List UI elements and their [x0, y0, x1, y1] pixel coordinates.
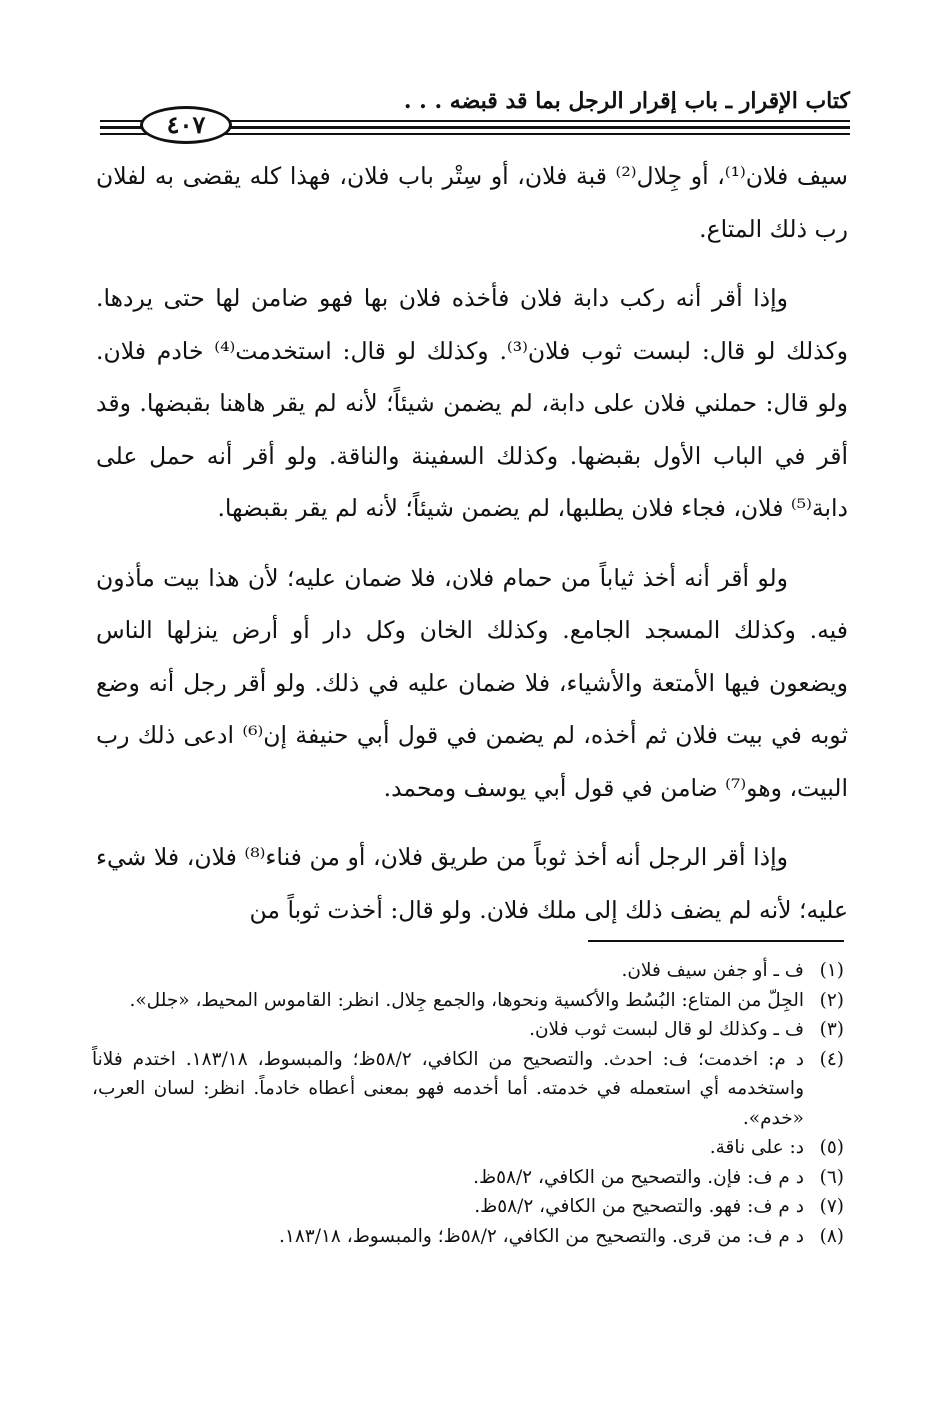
paragraph: وإذا أقر أنه ركب دابة فلان فأخذه فلان بها فهو ضامن لها حتى يردها. وكذلك لو قال: لبست ثوب فلان⁽³⁾. وكذلك لو قال: استخدمت⁽⁴⁾ خادم فلان. ولو قال: حملني فلان على دابة، لم يضمن شيئاً؛ لأنه لم يقر هاهنا بقبضها. وقد أقر في الباب الأول بقبضها. وكذلك السفينة والناقة. ولو أقر أنه حمل على دابة⁽⁵⁾ فلان، فجاء فلان يطلبها، لم يضمن شيئاً؛ لأنه لم يقر بقبضها. [96, 284, 848, 522]
footnote-separator [588, 940, 844, 942]
footnote [92, 986, 844, 1016]
page-number: ٤٠٧ [140, 106, 232, 144]
footnote-number: (١) [819, 960, 844, 981]
footnote-text: الجِلّ من المتاع: البُسُط والأكسية ونحوها، والجمع جِلال. انظر: القاموس المحيط، «جلل». [129, 989, 804, 1011]
footnote [92, 1222, 844, 1252]
footnote-text: ف ـ أو جفن سيف فلان. [621, 960, 804, 981]
footnote [92, 1192, 844, 1222]
footnote-text: د م ف: فهو. والتصحيح من الكافي، ٥٨/٢ظ. [474, 1196, 804, 1217]
paragraph: ولو أقر أنه أخذ ثياباً من حمام فلان، فلا ضمان عليه؛ لأن هذا بيت مأذون فيه. وكذلك المسجد الجامع. وكذلك الخان وكل دار أو أرض ينزلها الناس ويضعون فيها الأمتعة والأشياء، فلا ضمان عليه في ذلك. ولو أقر رجل أنه وضع ثوبه في بيت فلان ثم أخذه، لم يضمن في قول أبي حنيفة إن⁽⁶⁾ ادعى ذلك رب البيت، وهو⁽⁷⁾ ضامن في قول أبي يوسف ومحمد. [96, 563, 848, 802]
footnote [92, 1133, 844, 1163]
footnotes [92, 956, 844, 1251]
footnote-number: (٥) [819, 1137, 844, 1158]
footnote [92, 1015, 844, 1045]
paragraph: وإذا أقر الرجل أنه أخذ ثوباً من طريق فلان، أو من فناء⁽⁸⁾ فلان، فلا شيء عليه؛ لأنه لم يضف ذلك إلى ملك فلان. ولو قال: أخذت ثوباً من [96, 843, 848, 924]
footnote-number: (٤) [819, 1048, 844, 1070]
footnote-text: د م ف: من قرى. والتصحيح من الكافي، ٥٨/٢ظ؛ والمبسوط، ١٨٣/١٨. [279, 1225, 804, 1247]
footnote [92, 1045, 844, 1134]
footnote [92, 956, 844, 986]
footnote-text: ف ـ وكذلك لو قال لبست ثوب فلان. [529, 1019, 804, 1040]
footnote-number: (٦) [819, 1166, 844, 1188]
footnote-number: (٨) [819, 1225, 844, 1247]
footnote-text: د م ف: فإن. والتصحيح من الكافي، ٥٨/٢ظ. [473, 1166, 804, 1188]
page-header [100, 84, 850, 144]
paragraph: سيف فلان⁽¹⁾، أو جِلال⁽²⁾ قبة فلان، أو سِتْر باب فلان، فهذا كله يقضى به لفلان رب ذلك المتاع. [96, 162, 848, 243]
footnote-number: (٢) [819, 989, 844, 1011]
footnote-text: د: على ناقة. [709, 1137, 804, 1158]
main-text [96, 150, 848, 953]
footnote-number: (٣) [819, 1019, 844, 1040]
footnote-text: د م: اخدمت؛ ف: احدث. والتصحيح من الكافي، ٥٨/٢ظ؛ والمبسوط، ١٨٣/١٨. اختدم فلاناً واستخدمه أي استعمله في خدمته. أما أخدمه فهو بمعنى أعطاه خادماً. انظر: لسان العرب، «خدم». [92, 1048, 804, 1129]
footnote-number: (٧) [819, 1196, 844, 1217]
footnote [92, 1163, 844, 1193]
running-title: كتاب الإقرار ـ باب إقرار الرجل بما قد قبضه . . . [403, 88, 850, 114]
